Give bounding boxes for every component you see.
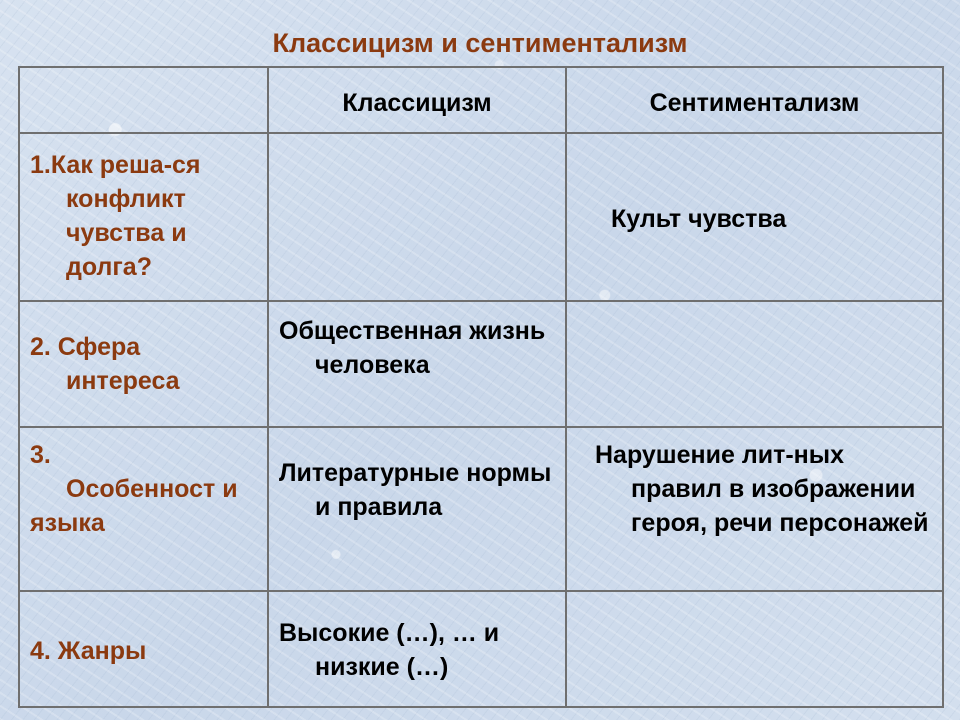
table-row	[19, 301, 943, 427]
row-label-genres: 4. Жанры	[19, 591, 268, 707]
header-cell-sentimentalism: Сентиментализм	[566, 67, 943, 133]
cell-sentimentalism-language: Нарушение лит-ных правил в изображении героя, речи персонажей	[566, 427, 943, 591]
header-cell-classicism: Классицизм	[268, 67, 566, 133]
table-row	[19, 133, 943, 301]
table-row	[19, 427, 943, 591]
cell-sentimentalism-genres	[566, 591, 943, 707]
table-row	[19, 591, 943, 707]
row-label-conflict: 1.Как реша-ся конфликт чувства и долга?	[19, 133, 268, 301]
cell-classicism-language: Литературные нормы и правила	[268, 427, 566, 591]
cell-sentimentalism-sphere	[566, 301, 943, 427]
table-header-row	[19, 67, 943, 133]
cell-classicism-sphere: Общественная жизнь человека	[268, 301, 566, 427]
row-label-language: 3. Особенност и языка	[19, 427, 268, 591]
comparison-table	[18, 66, 944, 708]
cell-classicism-genres: Высокие (…), … и низкие (…)	[268, 591, 566, 707]
cell-sentimentalism-conflict: Культ чувства	[566, 133, 943, 301]
row-label-sphere: 2. Сфера интереса	[19, 301, 268, 427]
header-cell-empty	[19, 67, 268, 133]
page-title: Классицизм и сентиментализм	[272, 28, 688, 58]
cell-classicism-conflict	[268, 133, 566, 301]
